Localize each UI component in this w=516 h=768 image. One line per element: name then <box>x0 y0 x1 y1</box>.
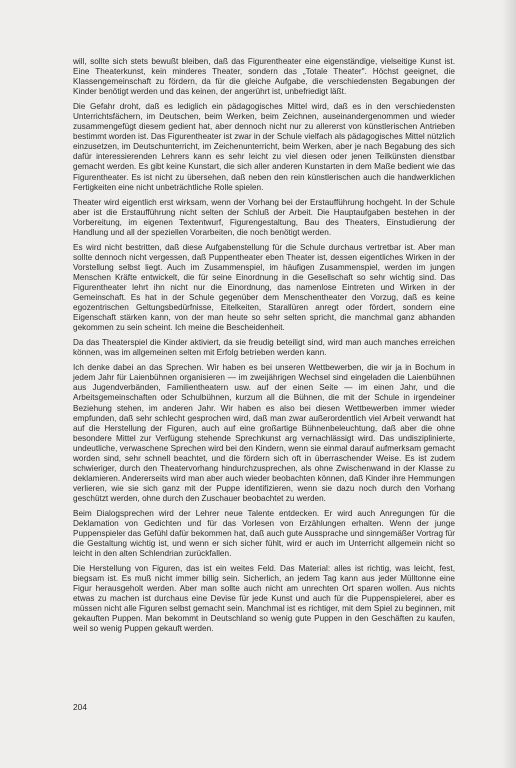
paragraph-5: Da das Theaterspiel die Kinder aktiviert, da sie freudig beteiligt sind, wird man auch manches erreichen können, was im allgemeinen selten mit Erfolg betrieben werden kann. <box>73 338 455 358</box>
paragraph-3: Theater wird eigentlich erst wirksam, wenn der Vorhang bei der Erstaufführung hochgeht. In der Schule aber ist die Erstaufführung nicht selten der Schluß der Arbeit. Die Hauptaufgaben bestehen in der Vorbereitung, im eigenen Textentwurf, Figurengestaltung, Bau des Theaters, Einstudierung der Handlung und all der speziellen Vorarbeiten, die noch benötigt werden. <box>73 197 455 237</box>
paragraph-2: Die Gefahr droht, daß es lediglich ein pädagogisches Mittel wird, daß es in den verschiedensten Unterrichtsfächern, im Deutschen, beim Werken, beim Zeichnen, auseinandergenommen und wieder zusammengefügt diesem gedient hat, aber dennoch nicht nur zu allererst von künstlerischen Antrieben bestimmt worden ist. Das Figurentheater ist zwar in der Schule vielfach als pädagogisches Mittel nützlich einzusetzen, im Deutschunterricht, im Zeichenunterricht, beim Werken, aber je nach Begabung des sich dafür interessierenden Lehrers kann es sehr leicht zu viel diesen oder jenen Teilkünsten dienstbar gemacht werden. Es gibt keine Kunstart, die sich aller anderen Kunstarten in dem Maße bedient wie das Figurentheater. Es ist nicht zu übersehen, daß neben den rein künstlerischen auch die handwerklichen Fertigkeiten eine nicht unbeträchtliche Rolle spielen. <box>73 102 455 192</box>
page-number: 204 <box>73 702 87 712</box>
paragraph-7: Beim Dialogsprechen wird der Lehrer neue Talente entdecken. Er wird auch Anregungen für die Deklamation von Gedichten und für das Vorlesen von Erzählungen erhalten. Wenn der junge Puppenspieler das Gefühl dafür bekommen hat, daß auch gute Aussprache und sinngemäßer Vortrag für die Gestaltung wichtig ist, und wenn er sich sicher fühlt, wird er auch im Unterricht allgemein nicht so leicht in den alten Schlendrian zurückfallen. <box>73 508 455 559</box>
paragraph-1: will, sollte sich stets bewußt bleiben, daß das Figurentheater eine eigenständige, vielseitige Kunst ist. Eine Theaterkunst, kein minderes Theater, sondern das „Totale Theater". Höchst geeignet, die Klassengemeinschaft zu fördern, da für die gleiche Aufgabe, die verschiedensten Begabungen der Kinder benötigt werden und das keinen, der angerührt ist, unbefriedigt läßt. <box>73 57 455 97</box>
body-text <box>73 57 455 640</box>
page-edge-shadow <box>502 0 516 768</box>
paragraph-4: Es wird nicht bestritten, daß diese Aufgabenstellung für die Schule durchaus vertretbar ist. Aber man sollte dennoch nicht vergessen, daß Puppentheater eben Theater ist, dessen eigentliches Wirken in der Vorstellung selbst liegt. Auch im Zusammenspiel, im häufigen Zusammenspiel, werden im jungen Menschen Kräfte entwickelt, die für seine Einordnung in die Gesellschaft so sehr wichtig sind. Das Figurentheater lehrt ihn nicht nur die Einordnung, das namenlose Eintreten und Wirken in der Gemeinschaft. Es hat in der Schule gegenüber dem Menschentheater den Vorzug, daß es keine egozentrischen Geltungsbedürfnisse, Eitelkeiten, Starallüren anregt oder fördert, sondern eine Eigenschaft stärken kann, von der man heute so sehr selten spricht, die manchmal ganz abhanden gekommen zu sein scheint. Ich meine die Bescheidenheit. <box>73 242 455 333</box>
paragraph-6: Ich denke dabei an das Sprechen. Wir haben es bei unseren Wettbewerben, die wir ja in Bochum in jedem Jahr für Laienbühnen organisieren — im zweijährigen Wechsel sind eingeladen die Laienbühnen aus Jugendverbänden, Familientheatern usw. auf der einen Seite — im einen Jahr, und die Arbeitsgemeinschaften oder Schulbühnen, kurzum all die Bühnen, die mit der Schule in irgendeiner Beziehung stehen, im anderen Jahr. Wir haben es also bei diesen Wettbewerben immer wieder empfunden, daß sehr schlecht gesprochen wird, daß man zwar außerordentlich viel Arbeit verwandt hat auf die Herstellung der Figuren, auch auf eine großartige Bühnenbeleuchtung, daß aber die ohne besondere Mittel zur Verfügung stehende Sprechkunst arg vernachlässigt wird. Das undisziplinierte, undeutliche, verwaschene Sprechen wird bei den Kindern, wenn sie einmal darauf aufmerksam gemacht worden sind, sehr schnell beachtet, und die fördern sich oft in überraschender Weise. Es ist zudem schwieriger, durch den Theatervorhang hindurchzusprechen, als ohne Zwischenwand in der Klasse zu deklamieren. Andererseits wird man aber auch wieder beobachten können, daß Kinder ihre Hemmungen verlieren, wie sie sich ganz mit der Puppe identifizieren, wenn sie dazu noch durch den Vorhang geschützt werden, ohne durch den Zuschauer beobachtet zu werden. <box>73 363 455 503</box>
paragraph-8: Die Herstellung von Figuren, das ist ein weites Feld. Das Material: alles ist richtig, was leicht, fest, biegsam ist. Es muß nicht immer billig sein. Sicherlich, an jedem Tag kann aus jeder Mülltonne eine Figur herausgeholt werden. Aber man sollte auch nicht am unrechten Ort sparen wollen. Aus nichts etwas zu machen ist durchaus eine Devise für jede Kunst und auch für die Puppenspielerei, aber es müssen nicht alle Figuren selbst gemacht sein. Manchmal ist es richtiger, mit dem Spiel zu beginnen, mit gekauften Puppen. Man bekommt in Deutschland so wenig gute Puppen in den Geschäften zu kaufen, weil so wenig Puppen gekauft werden. <box>73 564 455 634</box>
